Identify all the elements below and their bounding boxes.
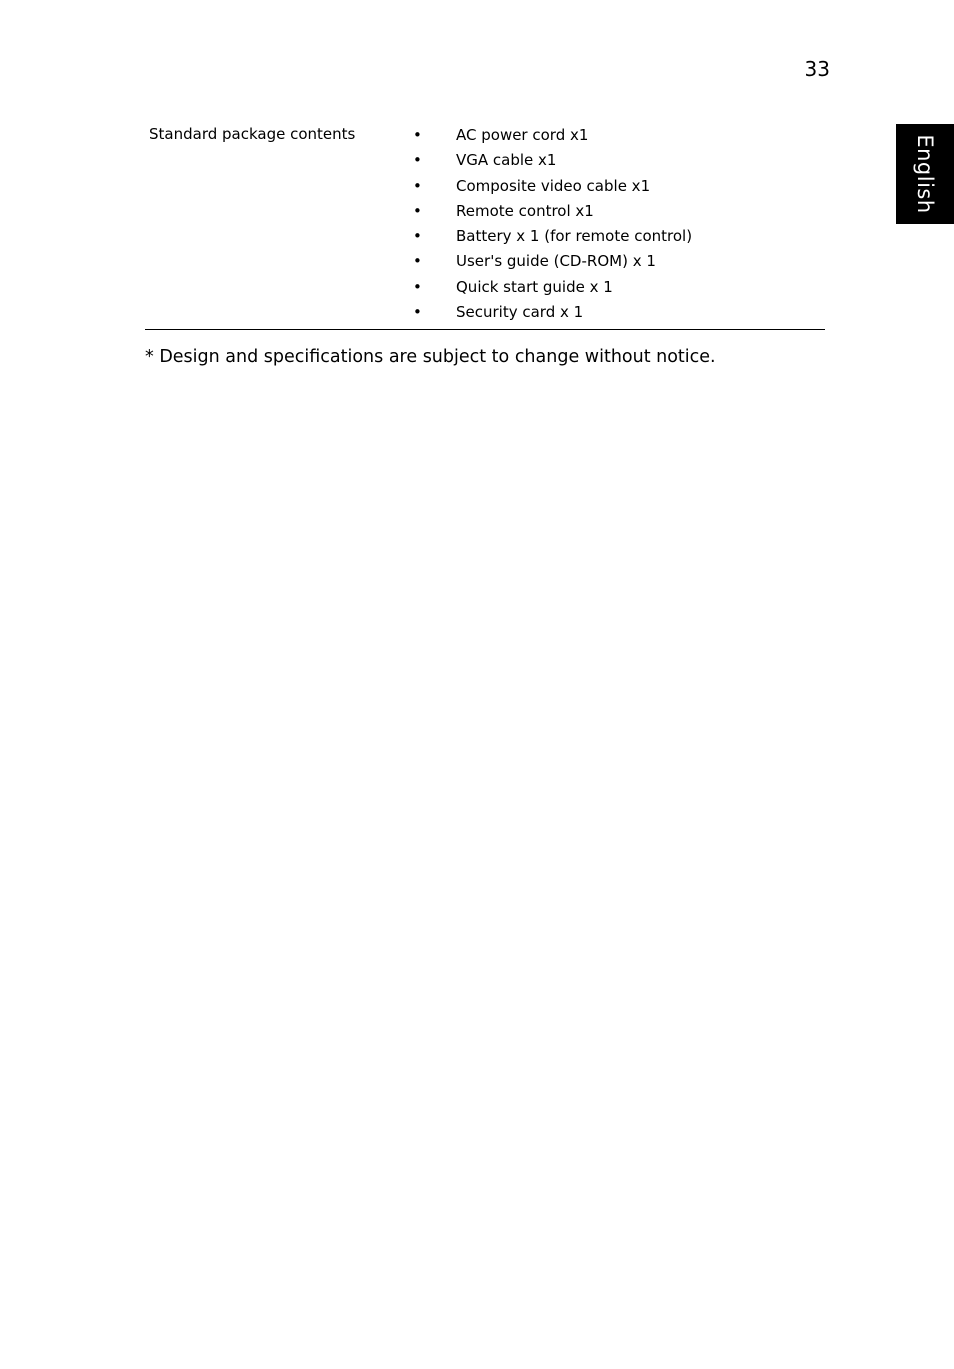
list-item-text: Composite video cable x1: [456, 176, 651, 195]
bullet-icon: •: [413, 201, 422, 220]
bullet-icon: •: [413, 126, 422, 144]
bullet-icon: •: [413, 176, 422, 195]
list-item-text: Battery x 1 (for remote control): [456, 227, 693, 246]
list-item-text: Remote control x1: [456, 201, 594, 220]
list-item-text: Quick start guide x 1: [456, 277, 613, 296]
list-item-text: AC power cord x1: [456, 126, 589, 144]
list-item-text: Security card x 1: [456, 303, 584, 322]
spec-label: Standard package contents: [149, 125, 356, 143]
bullet-icon: •: [413, 227, 422, 246]
spec-table: [145, 122, 825, 330]
list-item-text: User's guide (CD-ROM) x 1: [456, 252, 656, 271]
bullet-icon: •: [413, 303, 422, 322]
language-tab-label: English: [913, 134, 937, 214]
page-number: 33: [804, 57, 830, 81]
bullet-icon: •: [413, 252, 422, 271]
list-item-text: VGA cable x1: [456, 151, 557, 170]
footnote: * Design and specifications are subject to change without notice.: [145, 347, 716, 367]
language-tab: [896, 124, 954, 224]
bullet-icon: •: [413, 277, 422, 296]
bullet-icon: •: [413, 151, 422, 170]
